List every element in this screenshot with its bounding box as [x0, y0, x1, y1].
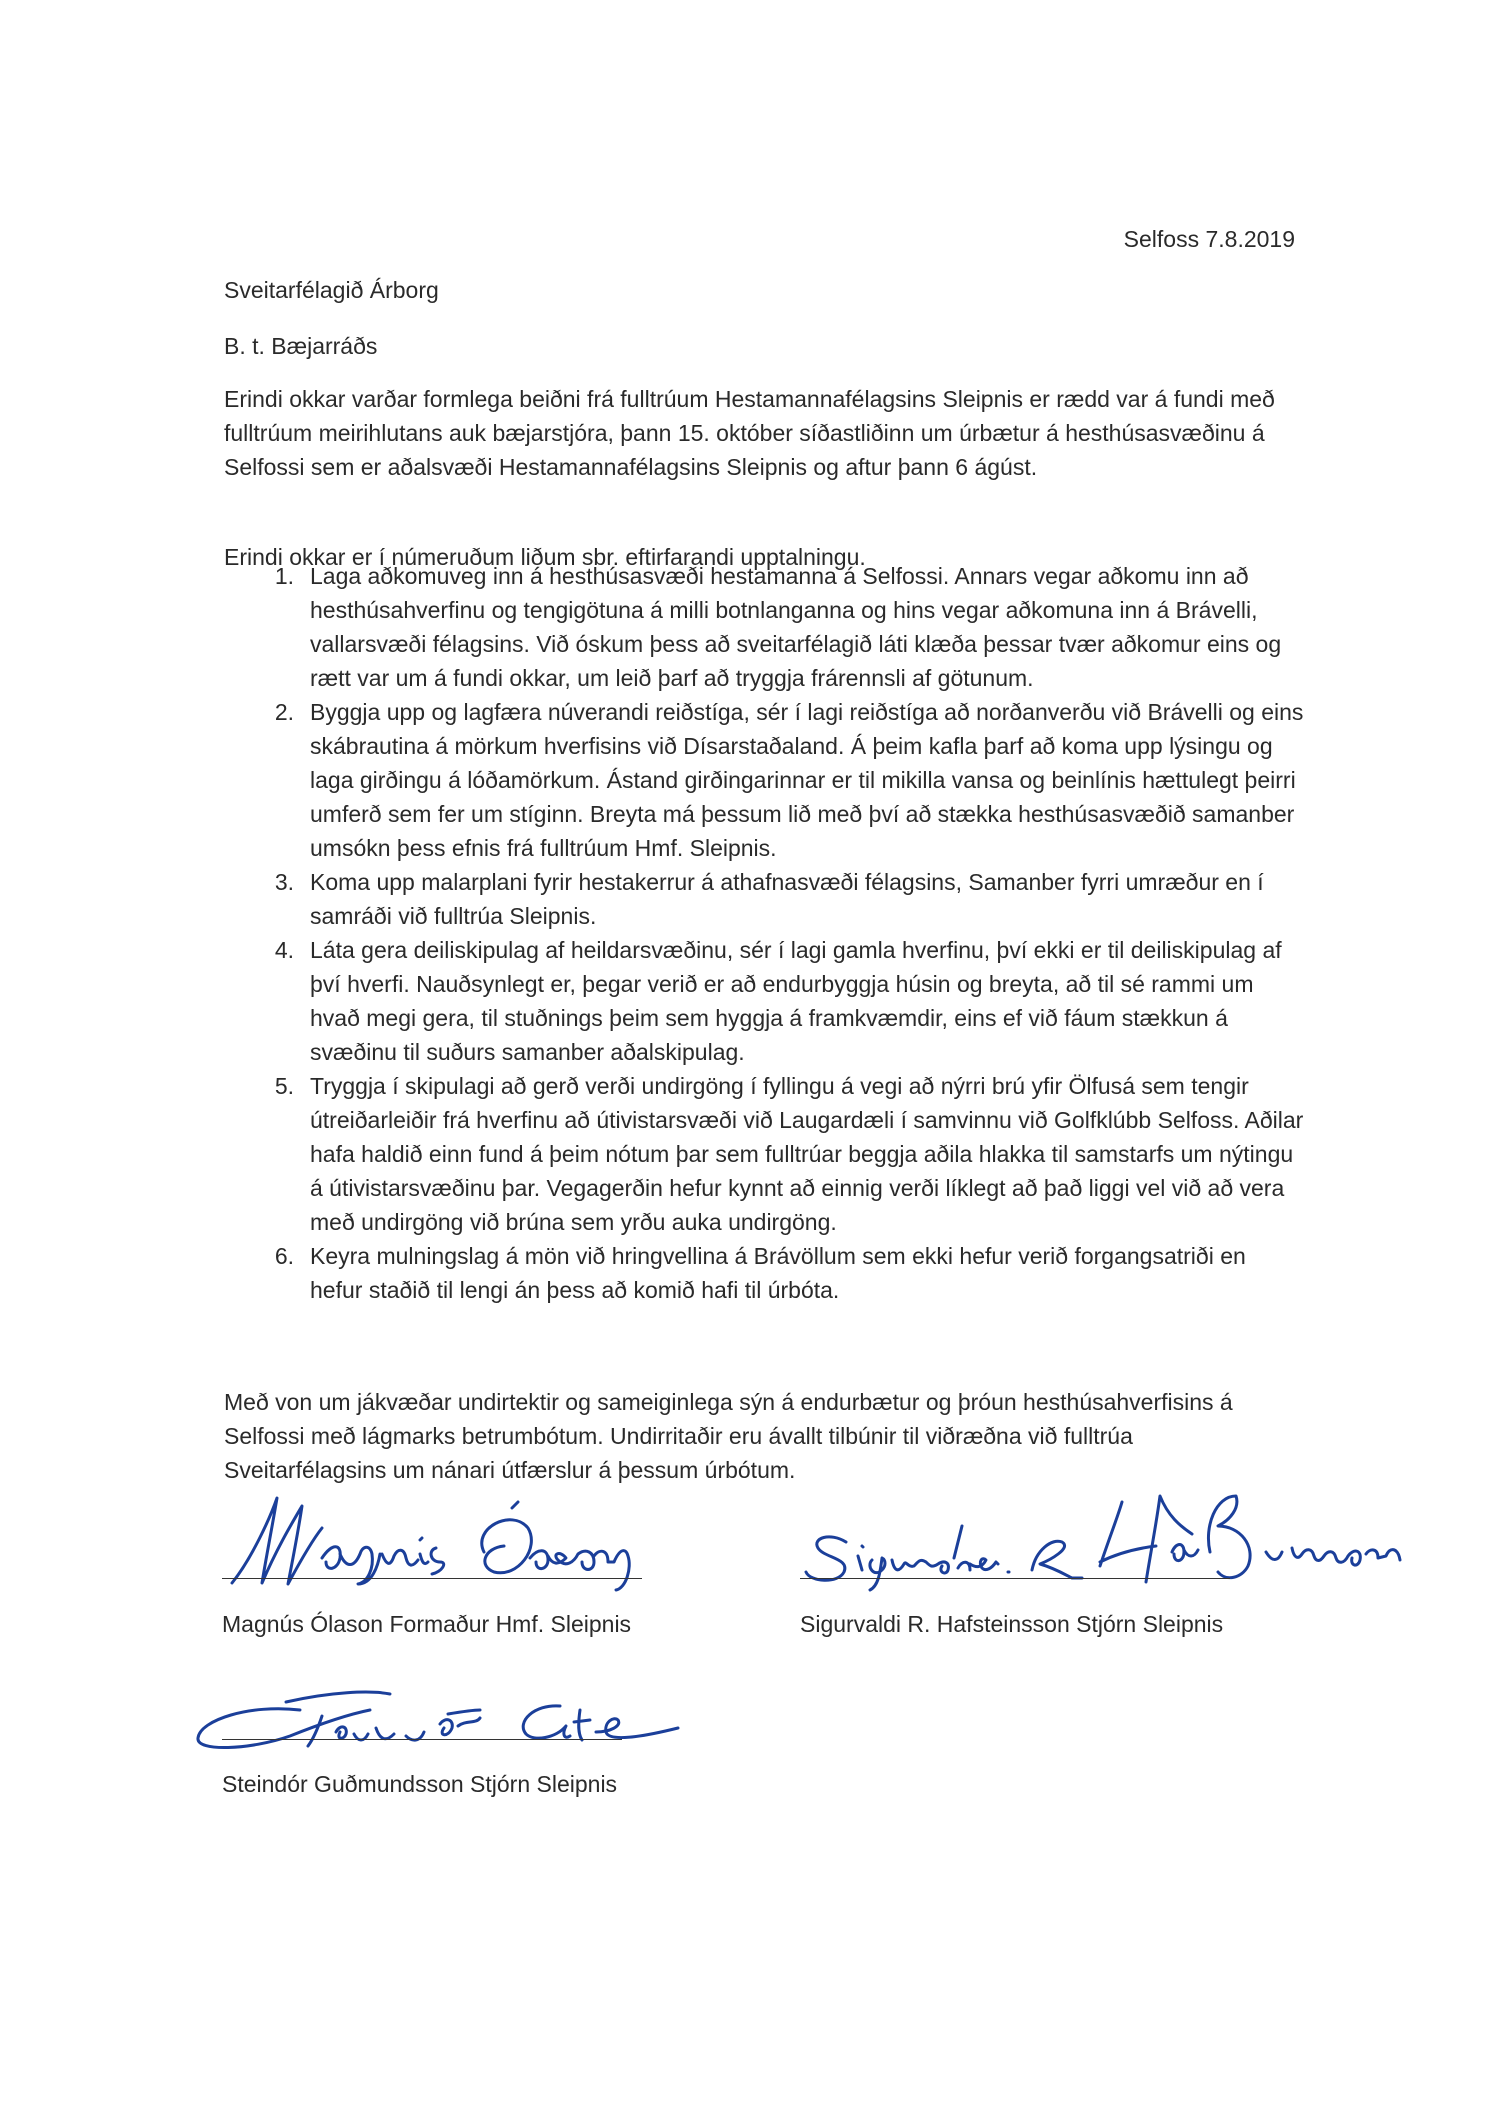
signature-name: Steindór Guðmundsson Stjórn Sleipnis [222, 1771, 618, 1797]
signature-steindor-handwritten [190, 1680, 680, 1760]
list-item-text: Tryggja í skipulagi að gerð verði undirgöng í fyllingu á vegi að nýrri brú yfir Ölfusá sem tengir útreiðarleiðir frá hverfinu að útivistarsvæði við Laugardæli í samvinnu við Golfklúbb Selfoss. Aðilar hafa haldið einn fund á þeim nótum þar sem fulltrúar beggja aðila hlakka til samstarfs um nýtingu á útivistarsvæðinu þar. Vegagerðin hefur kynnt að einnig verði líklegt að það liggi vel við að vera með undirgöng við brúna sem yrðu auka undirgöng. [310, 1073, 1304, 1235]
list-item-number: 2. [274, 699, 294, 725]
list-item [224, 559, 1304, 695]
list-lead-paragraph: Erindi okkar er í númeruðum liðum sbr. eftirfarandi upptalningu. [224, 544, 866, 570]
list-item-text: Byggja upp og lagfæra núverandi reiðstíga, sér í lagi reiðstíga að norðanverðu við Brávelli og eins skábrautina á mörkum hverfisins við Dísarstaðaland. Á þeim kafla þarf að koma upp lýsingu og laga girðingu á lóðamörkum. Ástand girðingarinnar er til mikilla vansa og beinlínis hættulegt þeirri umferð sem fer um stíginn. Breyta má þessum lið með því að stækka hesthúsasvæðið samanber umsókn þess efnis frá fulltrúum Hmf. Sleipnis. [310, 699, 1304, 861]
list-item-text: Láta gera deiliskipulag af heildarsvæðinu, sér í lagi gamla hverfinu, því ekki er til deiliskipulag af því hverfi. Nauðsynlegt er, þegar verið er að endurbyggja húsin og breyta, að til sé rammi um hvað megi gera, til stuðnings þeim sem hyggja á framkvæmdir, eins ef við fáum stækkun á svæðinu til suðurs samanber aðalskipulag. [310, 937, 1282, 1065]
list-item-number: 4. [274, 937, 294, 963]
signature-name: Sigurvaldi R. Hafsteinsson Stjórn Sleipnis [800, 1611, 1224, 1637]
signature-line [222, 1578, 642, 1579]
list-item-text: Koma upp malarplani fyrir hestakerrur á athafnasvæði félagsins, Samanber fyrri umræður en í samráði við fulltrúa Sleipnis. [310, 869, 1264, 929]
closing-paragraph: Með von um jákvæðar undirtektir og sameiginlega sýn á endurbætur og þróun hesthúsahverfisins á Selfossi með lágmarks betrumbótum. Undirritaðir eru ávallt tilbúnir til viðræðna við fulltrúa Sveitarfélagsins um nánari útfærslur á þessum úrbótum. [224, 1389, 1233, 1483]
signature-magnus-handwritten [222, 1488, 642, 1598]
request-list [224, 559, 1304, 1307]
recipient: Sveitarfélagið Árborg [224, 277, 439, 303]
intro-paragraph: Erindi okkar varðar formlega beiðni frá fulltrúum Hestamannafélagsins Sleipnis er rædd var á fundi með fulltrúum meirihlutans auk bæjarstjóra, þann 15. október síðastliðinn um úrbætur á hesthúsasvæðinu á Selfossi sem er aðalsvæði Hestamannafélagsins Sleipnis og aftur þann 6 ágúst. [224, 386, 1275, 480]
list-item [224, 1069, 1304, 1239]
signature-line [222, 1739, 622, 1740]
signature-line [800, 1578, 1230, 1579]
signature-sigurvaldi-handwritten [800, 1486, 1410, 1596]
list-item-number: 1. [274, 563, 294, 589]
list-item [224, 865, 1304, 933]
list-item-number: 3. [274, 869, 294, 895]
list-item [224, 933, 1304, 1069]
list-item [224, 695, 1304, 865]
list-item-number: 5. [274, 1073, 294, 1099]
attention-line: B. t. Bæjarráðs [224, 333, 378, 359]
list-item-text: Laga aðkomuveg inn á hesthúsasvæði hestamanna á Selfossi. Annars vegar aðkomu inn að hesthúsahverfinu og tengigötuna á milli botnlanganna og hins vegar aðkomuna inn á Brávelli, vallarsvæði félagsins. Við óskum þess að sveitarfélagið láti klæða þessar tvær aðkomur eins og rætt var um á fundi okkar, um leið þarf að tryggja frárennsli af götunum. [310, 563, 1282, 691]
list-item [224, 1239, 1304, 1307]
list-item-text: Keyra mulningslag á mön við hringvellina á Brávöllum sem ekki hefur verið forgangsatriði en hefur staðið til lengi án þess að komið hafi til úrbóta. [310, 1243, 1246, 1303]
list-item-number: 6. [274, 1243, 294, 1269]
signature-name: Magnús Ólason Formaður Hmf. Sleipnis [222, 1611, 632, 1637]
letter-date: Selfoss 7.8.2019 [1123, 226, 1295, 252]
